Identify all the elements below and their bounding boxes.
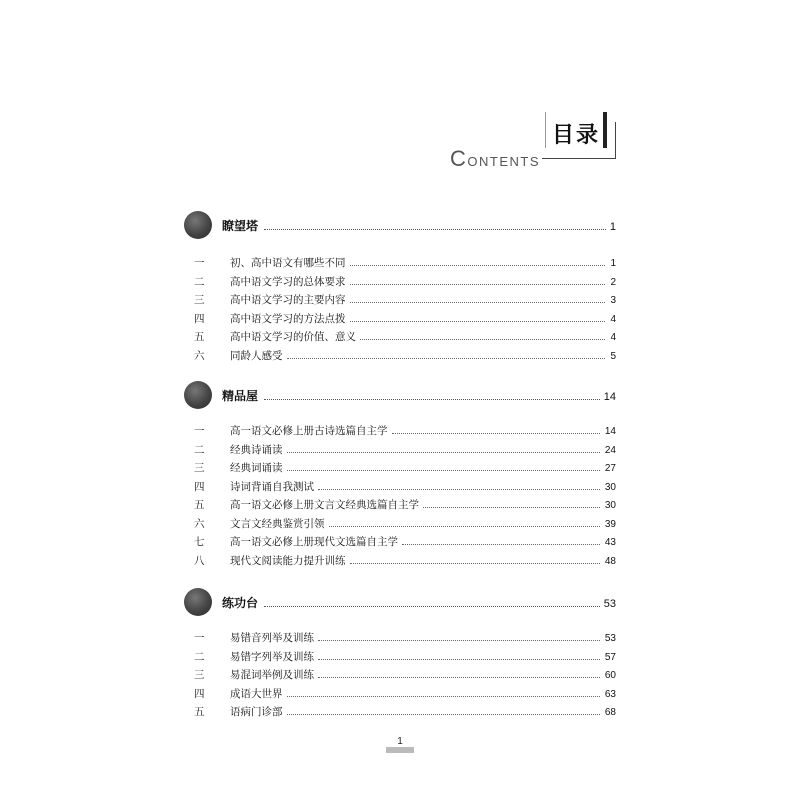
entry-page: 3 [610, 295, 616, 306]
toc-entry[interactable] [184, 686, 616, 705]
entry-title: 易错字列举及训练 [230, 650, 314, 663]
leader-dots [318, 488, 600, 490]
page-number: 1 [397, 736, 403, 747]
leader-dots [287, 451, 600, 453]
entry-page: 2 [610, 276, 616, 288]
section-title: 练功台 [222, 596, 259, 610]
entry-title: 经典词诵读 [230, 462, 283, 474]
section-heading[interactable] [184, 588, 616, 618]
leader-dots [329, 525, 600, 527]
entry-title: 易错音列举及训练 [230, 632, 314, 644]
section-page: 1 [609, 221, 616, 233]
entry-page: 48 [604, 555, 616, 567]
leader-dots [350, 283, 606, 285]
entry-title: 经典诗诵读 [230, 443, 283, 456]
entry-title: 高中语文学习的总体要求 [230, 275, 346, 288]
leader-dots [264, 228, 606, 230]
header-divider [542, 158, 616, 159]
entry-number: 六 [194, 517, 205, 530]
toc-entry[interactable] [184, 423, 616, 442]
subtitle-initial: C [450, 146, 468, 171]
entry-number: 一 [194, 257, 205, 269]
leader-dots [423, 506, 600, 508]
entry-page: 60 [604, 670, 616, 681]
entry-number: 四 [194, 687, 205, 700]
entry-number: 五 [194, 331, 205, 343]
entry-number: 四 [194, 480, 205, 493]
entry-title: 高一语文必修上册文言文经典选篇自主学 [230, 499, 419, 511]
toc-entry[interactable] [184, 497, 616, 516]
entry-page: 30 [604, 500, 616, 511]
entry-title: 语病门诊部 [230, 706, 283, 718]
toc-section [184, 381, 616, 571]
entry-number: 一 [194, 425, 205, 437]
entry-page: 27 [604, 463, 616, 474]
contents-header [450, 112, 620, 171]
toc-entry[interactable] [184, 649, 616, 668]
toc-entry[interactable] [184, 479, 616, 498]
entry-title: 高一语文必修上册古诗选篇自主学 [230, 425, 388, 437]
entry-number: 一 [194, 632, 205, 644]
entry-page: 63 [604, 688, 616, 700]
entry-page: 4 [610, 313, 616, 325]
entry-title: 高中语文学习的方法点拨 [230, 312, 346, 325]
toc-section [184, 588, 616, 723]
section-page: 14 [603, 391, 616, 403]
leader-dots [350, 320, 606, 322]
leader-dots [318, 676, 600, 678]
leader-dots [318, 658, 600, 660]
entry-title: 现代文阅读能力提升训练 [230, 554, 346, 567]
entry-number: 五 [194, 499, 205, 511]
entry-title: 易混词举例及训练 [230, 669, 314, 681]
entry-number: 七 [194, 536, 205, 548]
entry-number: 二 [194, 275, 205, 288]
entry-title: 诗词背诵自我测试 [230, 480, 314, 493]
entry-page: 4 [610, 332, 616, 343]
entry-title: 文言文经典鉴赏引领 [230, 517, 325, 530]
entry-title: 高中语文学习的主要内容 [230, 294, 346, 306]
entry-number: 八 [194, 554, 205, 567]
toc-entry[interactable] [184, 292, 616, 311]
section-title: 精品屋 [222, 389, 259, 403]
page-title: 目录 [551, 123, 600, 148]
page-subtitle [450, 146, 540, 172]
entry-number: 四 [194, 312, 205, 325]
toc-entry[interactable] [184, 516, 616, 535]
leader-dots [350, 562, 600, 564]
entry-page: 1 [610, 258, 616, 269]
toc-entry[interactable] [184, 274, 616, 293]
leader-dots [287, 469, 600, 471]
toc-entry[interactable] [184, 704, 616, 723]
entry-title: 高一语文必修上册现代文选篇自主学 [230, 536, 398, 548]
leader-dots [287, 357, 606, 359]
toc-entry[interactable] [184, 255, 616, 274]
leader-dots [402, 543, 600, 545]
section-bullet-icon [184, 381, 212, 409]
leader-dots [360, 338, 605, 340]
section-bullet-icon [184, 211, 212, 239]
toc-entry[interactable] [184, 460, 616, 479]
entry-title: 高中语文学习的价值、意义 [230, 331, 356, 343]
header-divider-vertical [615, 122, 616, 159]
toc-entry[interactable] [184, 348, 616, 367]
entry-page: 39 [604, 518, 616, 530]
page-number-tab [386, 738, 414, 752]
section-heading[interactable] [184, 381, 616, 411]
leader-dots [350, 301, 606, 303]
leader-dots [350, 264, 606, 266]
section-page: 53 [603, 598, 616, 610]
leader-dots [318, 639, 600, 641]
leader-dots [264, 605, 600, 607]
page-number-bar [386, 747, 414, 753]
entry-page: 43 [604, 537, 616, 548]
entry-title: 初、高中语文有哪些不同 [230, 257, 346, 269]
leader-dots [392, 432, 600, 434]
entry-page: 5 [610, 350, 616, 362]
toc-entry[interactable] [184, 311, 616, 330]
toc-section [184, 211, 616, 366]
leader-dots [264, 398, 600, 400]
entry-number: 三 [194, 294, 205, 306]
toc-entry[interactable] [184, 534, 616, 553]
toc-entry[interactable] [184, 442, 616, 461]
toc-entry[interactable] [184, 667, 616, 686]
entry-page: 30 [604, 481, 616, 493]
section-title: 瞭望塔 [222, 219, 259, 233]
entry-title: 成语大世界 [230, 687, 283, 700]
leader-dots [287, 695, 600, 697]
entry-page: 24 [604, 444, 616, 456]
entry-number: 六 [194, 349, 205, 362]
entry-number: 二 [194, 650, 205, 663]
entry-page: 53 [604, 633, 616, 644]
entry-page: 57 [604, 651, 616, 663]
entry-page: 68 [604, 707, 616, 718]
toc-entry[interactable] [184, 630, 616, 649]
entry-number: 三 [194, 462, 205, 474]
entry-number: 五 [194, 706, 205, 718]
entry-title: 同龄人感受 [230, 349, 283, 362]
section-heading[interactable] [184, 211, 616, 241]
leader-dots [287, 713, 600, 715]
toc-entry[interactable] [184, 329, 616, 348]
subtitle-rest: ONTENTS [467, 154, 541, 169]
entry-number: 三 [194, 669, 205, 681]
entry-number: 二 [194, 443, 205, 456]
toc-entry[interactable] [184, 553, 616, 572]
section-bullet-icon [184, 588, 212, 616]
entry-page: 14 [604, 426, 616, 437]
